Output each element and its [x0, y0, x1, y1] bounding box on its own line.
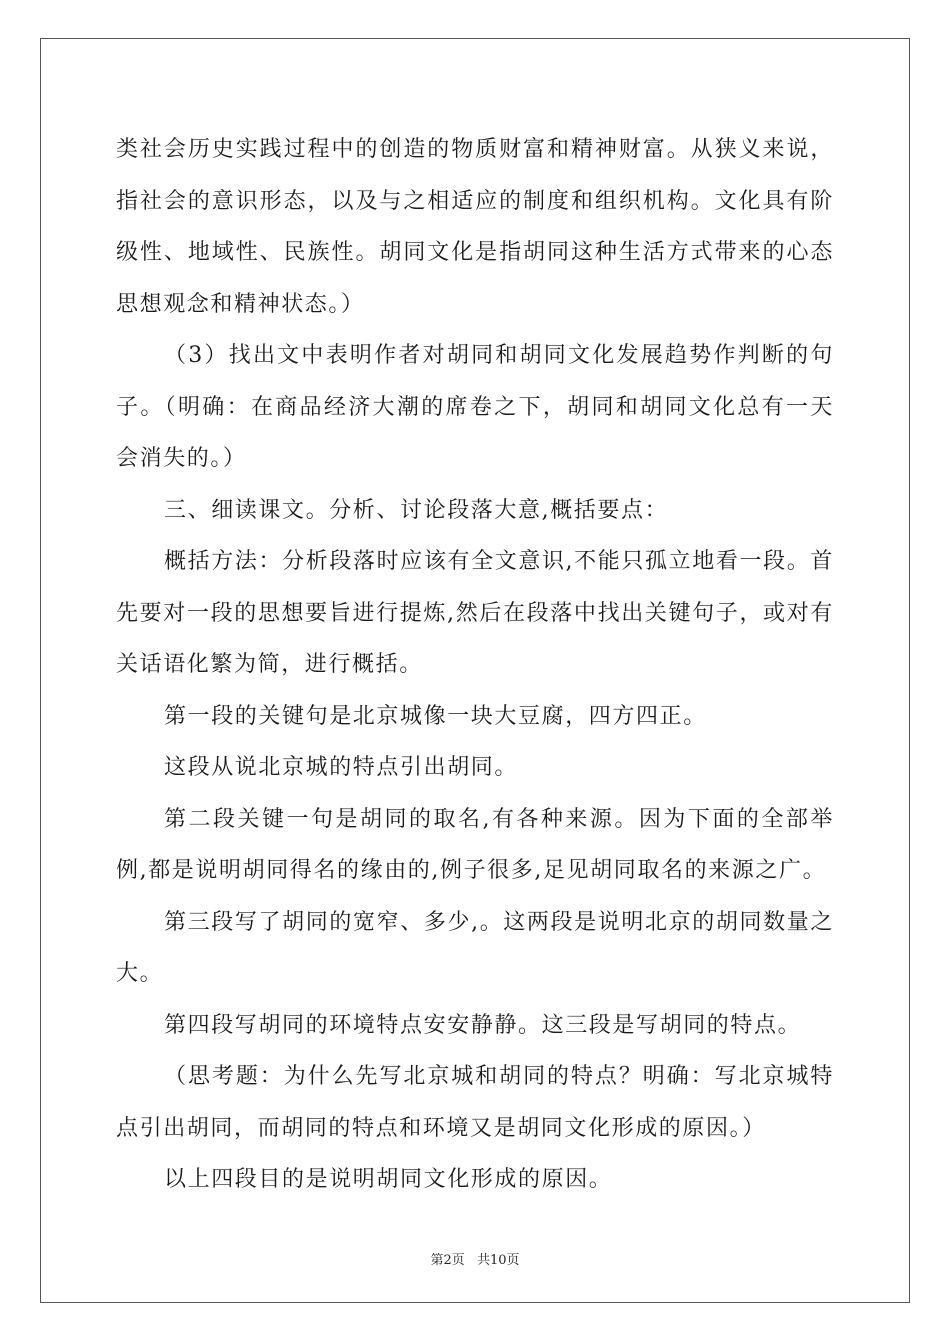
section-heading-3: 三、细读课文。分析、讨论段落大意,概括要点：	[164, 497, 669, 523]
paragraph-continuation: 类社会历史实践过程中的创造的物质财富和精神财富。从狭义来说，指社会的意识形态，以及与之相适应的制度和组织机构。文化具有阶级性、地域性、民族性。胡同文化是指胡同这种生活方式带来的心态思想观念和精神状态。）	[116, 137, 834, 317]
document-body	[116, 124, 834, 1206]
paragraph-summary-method: 概括方法：分析段落时应该有全文意识,不能只孤立地看一段。首先要对一段的思想要旨进行提炼,然后在段落中找出关键句子，或对有关话语化繁为简，进行概括。	[116, 549, 834, 677]
paragraph-first-section: 第一段的关键句是北京城像一块大豆腐，四方四正。	[164, 703, 707, 729]
current-page-number: 第2页	[430, 1253, 465, 1268]
paragraph-question-3: （3）找出文中表明作者对胡同和胡同文化发展趋势作判断的句子。（明确：在商品经济大潮的席卷之下，胡同和胡同文化总有一天会消失的。）	[116, 343, 834, 471]
paragraph-conclusion: 以上四段目的是说明胡同文化形成的原因。	[164, 1167, 613, 1192]
paragraph-first-section-note: 这段从说北京城的特点引出胡同。	[164, 755, 519, 780]
paragraph-thinking-question: （思考题：为什么先写北京城和胡同的特点？明确：写北京城特点引出胡同，而胡同的特点和环境又是胡同文化形成的原因。）	[116, 1064, 834, 1141]
paragraph-fourth-section: 第四段写胡同的环境特点安安静静。这三段是写胡同的特点。	[164, 1012, 802, 1038]
total-pages: 共10页	[476, 1253, 520, 1268]
paragraph-third-section: 第三段写了胡同的宽窄、多少,。这两段是说明北京的胡同数量之大。	[116, 909, 834, 986]
paragraph-second-section: 第二段关键一句是胡同的取名,有各种来源。因为下面的全部举例,都是说明胡同得名的缘由的,例子很多,足见胡同取名的来源之广。	[116, 806, 834, 883]
page-footer	[0, 1249, 950, 1268]
